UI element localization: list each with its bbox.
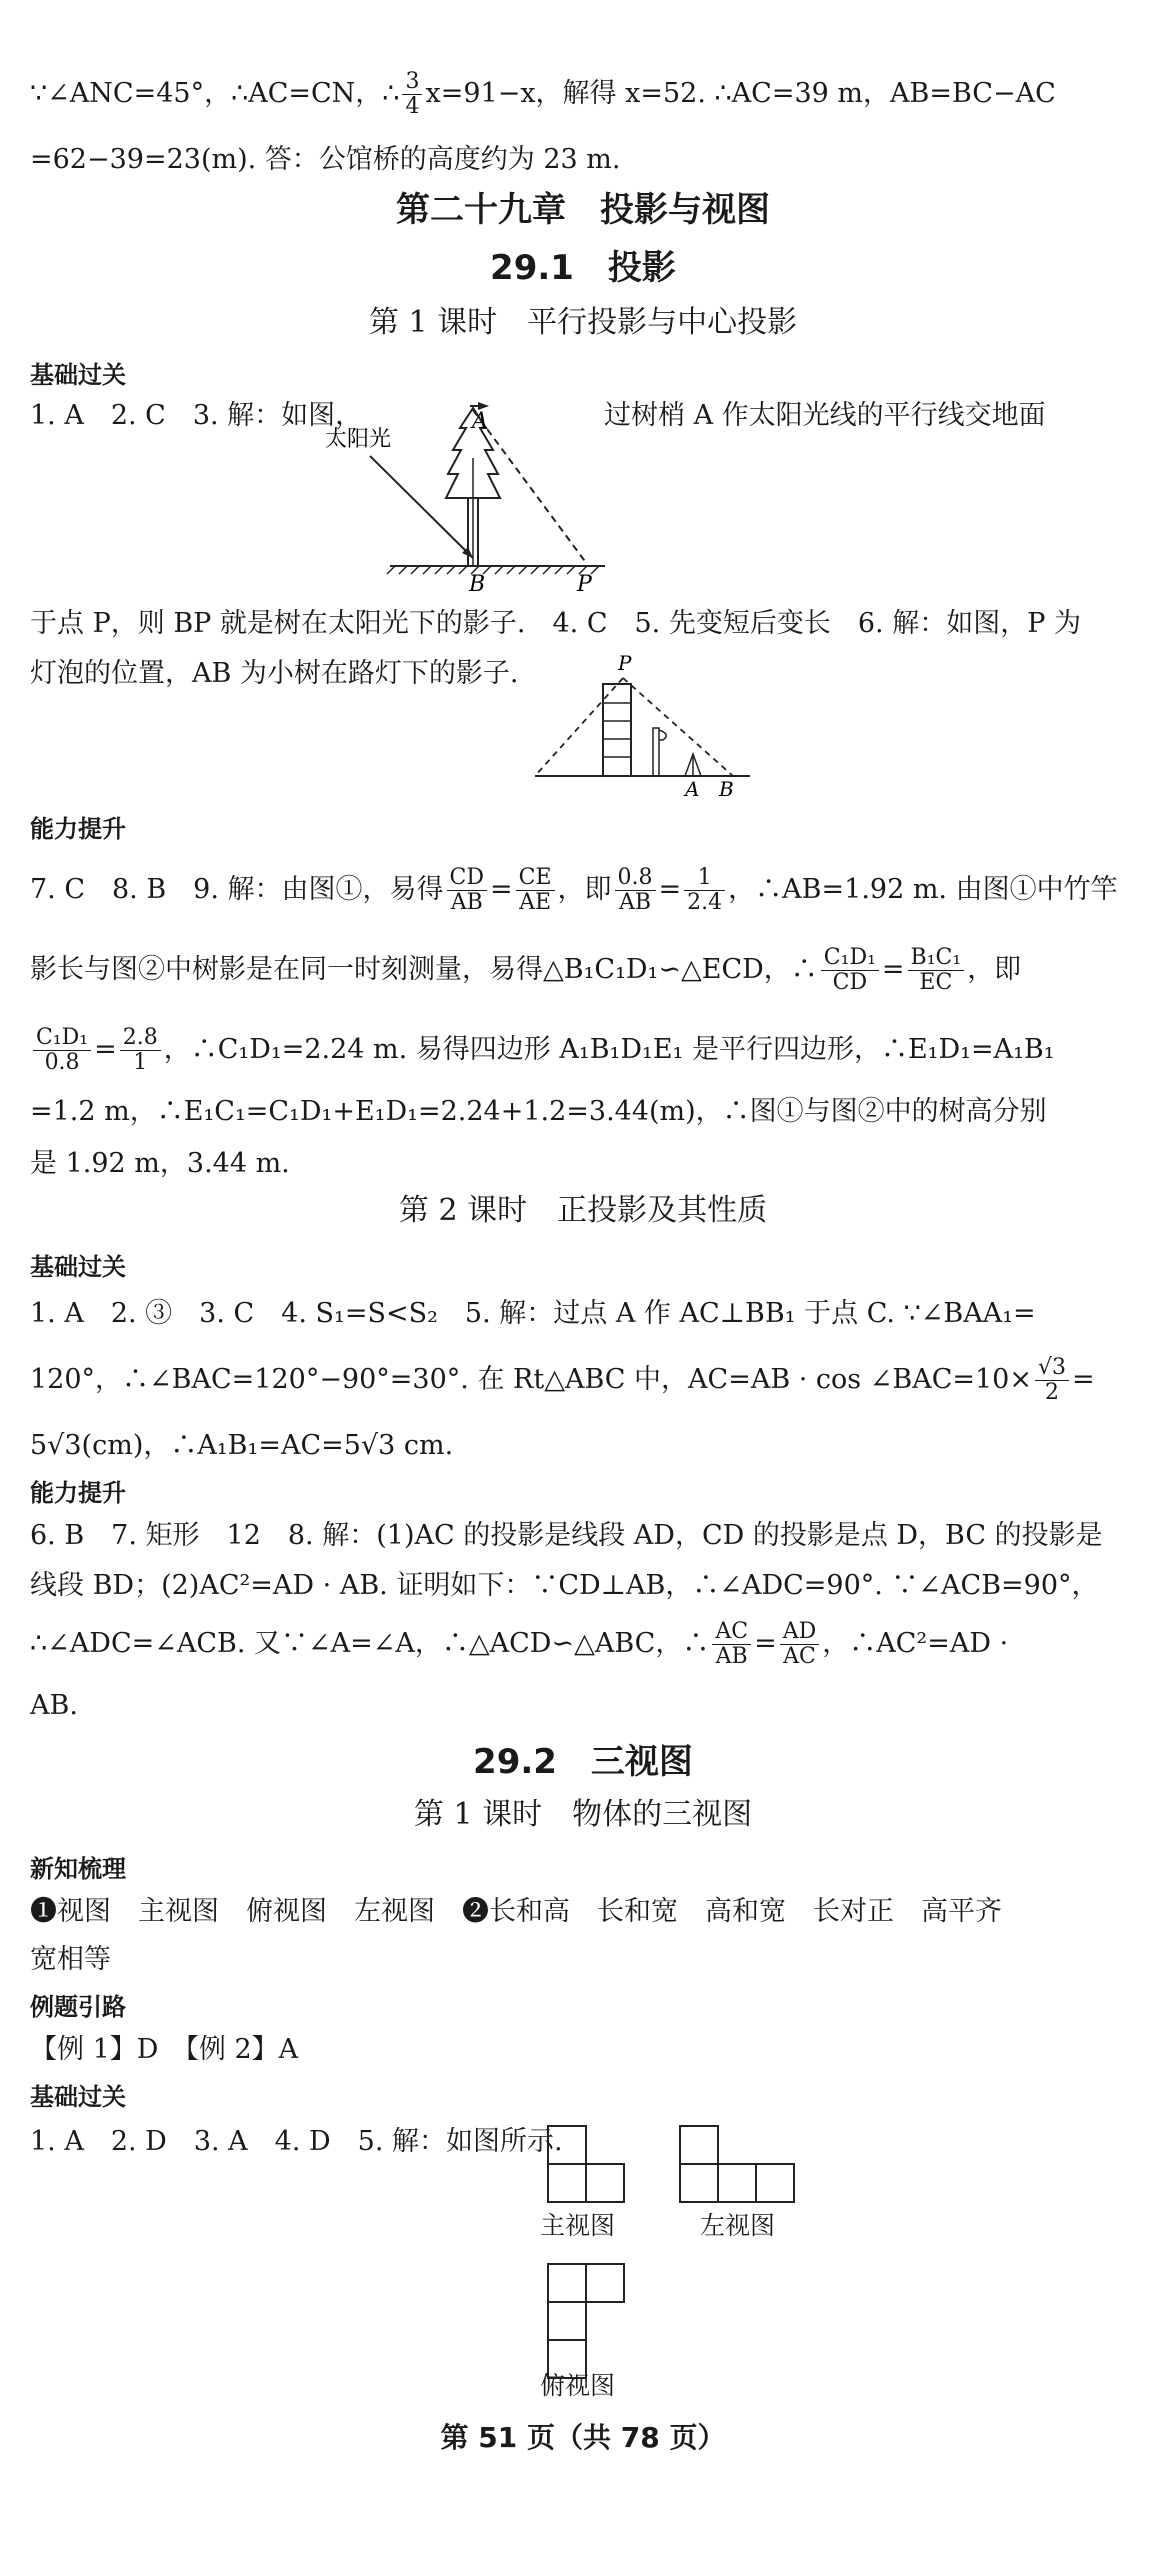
text-line: 线段 BD；(2)AC²=AD · AB. 证明如下：∵CD⊥AB，∴∠ADC=90°. ∵∠ACB=90°， <box>30 1570 1099 1601</box>
fraction: $\frac{CD}{AB}$ <box>447 866 487 915</box>
section-heading: 基础过关 <box>30 2083 126 2111</box>
lesson-title: 第 2 课时 正投影及其性质 <box>398 1193 768 1228</box>
view-caption: 主视图 <box>540 2211 616 2240</box>
text-line: 7. C 8. B 9. 解：由图①，易得 $\frac{CD}{AB}$ = $\frac{CE}{AE}$ ，即 $\frac{0.8}{AB}$ = $\frac{1}{2.4}$ ，∴AB=1.92 m. 由图①中竹竿 <box>30 865 1118 915</box>
text-line: 过树梢 A 作太阳光线的平行线交地面 <box>604 400 1046 431</box>
fraction: $\frac{\text{B₁C₁}}{EC}$ <box>908 946 965 995</box>
grid-cell <box>548 2264 586 2302</box>
fraction: $\frac{1}{2.4}$ <box>684 866 725 915</box>
text-line: 【例 1】D 【例 2】A <box>30 2034 299 2065</box>
section-heading: 新知梳理 <box>30 1855 126 1883</box>
lesson-title: 第 1 课时 物体的三视图 <box>413 1797 753 1832</box>
view-caption: 左视图 <box>700 2211 776 2240</box>
grid-cell <box>586 2164 624 2202</box>
section-heading: 基础过关 <box>30 1253 126 1281</box>
lamp-shadow-figure <box>525 648 755 798</box>
grid-cell <box>718 2164 756 2202</box>
view-caption: 俯视图 <box>540 2371 616 2400</box>
section-title: 29.1 投影 <box>490 248 676 288</box>
fraction: $\frac{CE}{AE}$ <box>516 866 555 915</box>
point-label: B <box>469 572 486 593</box>
text-line: 是 1.92 m，3.44 m. <box>30 1148 290 1179</box>
tree-shadow-figure <box>315 398 605 593</box>
fraction: $\frac{√3}{2}$ <box>1035 1356 1069 1405</box>
section-heading: 能力提升 <box>30 815 126 843</box>
text-line: 宽相等 <box>30 1944 111 1975</box>
text-line: 1. A 2. ③ 3. C 4. S₁=S<S₂ 5. 解：过点 A 作 AC⊥BB₁ 于点 C. ∵∠BAA₁= <box>30 1298 1036 1329</box>
three-views-figure <box>540 2118 820 2408</box>
text-line: ∴∠ADC=∠ACB. 又∵∠A=∠A，∴△ACD∽△ABC，∴ $\frac{AC}{AB}$ = $\frac{AD}{AC}$ ，∴AC²=AD · <box>30 1619 1009 1669</box>
fraction: $\frac{AC}{AB}$ <box>712 1620 751 1669</box>
text-line: 5√3(cm)，∴A₁B₁=AC=5√3 cm. <box>30 1430 454 1461</box>
fraction: $\frac{0.8}{AB}$ <box>615 866 656 915</box>
text-line: 1. A 2. C 3. 解：如图， <box>30 400 363 431</box>
text-line: ∵∠ANC=45°，∴AC=CN，∴ $\frac{3}{4}$ x=91−x，解得 x=52. ∴AC=39 m，AB=BC−AC <box>30 69 1056 119</box>
section-heading: 基础过关 <box>30 361 126 389</box>
grid-cell <box>548 2302 586 2340</box>
point-label: A <box>685 777 700 798</box>
text-line: 于点 P，则 BP 就是树在太阳光下的影子. 4. C 5. 先变短后变长 6. 解：如图，P 为 <box>30 608 1081 639</box>
number-marker: ❷ <box>462 1896 489 1927</box>
point-label: B <box>719 777 734 798</box>
fraction: $\frac{3}{4}$ <box>402 70 422 119</box>
fraction: $\frac{\text{C₁D₁}}{0.8}$ <box>33 1026 91 1075</box>
text-line: =62−39=23(m). 答：公馆桥的高度约为 23 m. <box>30 144 621 175</box>
text-line: 1. A 2. D 3. A 4. D 5. 解：如图所示. <box>30 2126 563 2157</box>
page-footer: 第 51 页（共 78 页） <box>440 2421 726 2454</box>
grid-cell <box>548 2126 586 2164</box>
point-label: A <box>472 409 488 434</box>
fraction: $\frac{\text{C₁D₁}}{CD}$ <box>821 946 879 995</box>
text-line: 6. B 7. 矩形 12 8. 解：(1)AC 的投影是线段 AD，CD 的投影是点 D，BC 的投影是 <box>30 1520 1103 1551</box>
lesson-title: 第 1 课时 平行投影与中心投影 <box>368 305 798 340</box>
fraction: $\frac{2.8}{1}$ <box>120 1026 161 1075</box>
text-line: =1.2 m，∴E₁C₁=C₁D₁+E₁D₁=2.24+1.2=3.44(m)，∴图①与图②中的树高分别 <box>30 1096 1047 1127</box>
text-line: 灯泡的位置，AB 为小树在路灯下的影子. <box>30 658 519 689</box>
fraction: $\frac{AD}{AC}$ <box>780 1620 820 1669</box>
number-marker: ❶ <box>30 1896 57 1927</box>
grid-cell <box>756 2164 794 2202</box>
text-line: $\frac{\text{C₁D₁}}{0.8}$ = $\frac{2.8}{1}$ ，∴C₁D₁=2.24 m. 易得四边形 A₁B₁D₁E₁ 是平行四边形，∴E₁D₁=A₁B₁ <box>30 1026 1055 1075</box>
grid-cell <box>548 2164 586 2202</box>
grid-cell <box>680 2126 718 2164</box>
text-line: ❶视图 主视图 俯视图 左视图 ❷长和高 长和宽 高和宽 长对正 高平齐 <box>30 1896 1002 1927</box>
chapter-title: 第二十九章 投影与视图 <box>396 190 770 230</box>
section-heading: 例题引路 <box>30 1993 126 2021</box>
grid-cell <box>680 2164 718 2202</box>
section-heading: 能力提升 <box>30 1479 126 1507</box>
grid-cell <box>586 2264 624 2302</box>
text-line: 120°，∴∠BAC=120°−90°=30°. 在 Rt△ABC 中，AC=AB · cos ∠BAC=10× $\frac{√3}{2}$ = <box>30 1355 1095 1405</box>
point-label: P <box>577 572 592 593</box>
section-title: 29.2 三视图 <box>473 1742 693 1782</box>
point-label: P <box>618 651 632 675</box>
text-line: AB. <box>30 1690 78 1721</box>
sun-label: 太阳光 <box>325 427 392 452</box>
text-line: 影长与图②中树影是在同一时刻测量，易得△B₁C₁D₁∽△ECD，∴ $\frac{\text{C₁D₁}}{CD}$ = $\frac{\text{B₁C₁}}{EC}$ ，即 <box>30 945 1022 995</box>
